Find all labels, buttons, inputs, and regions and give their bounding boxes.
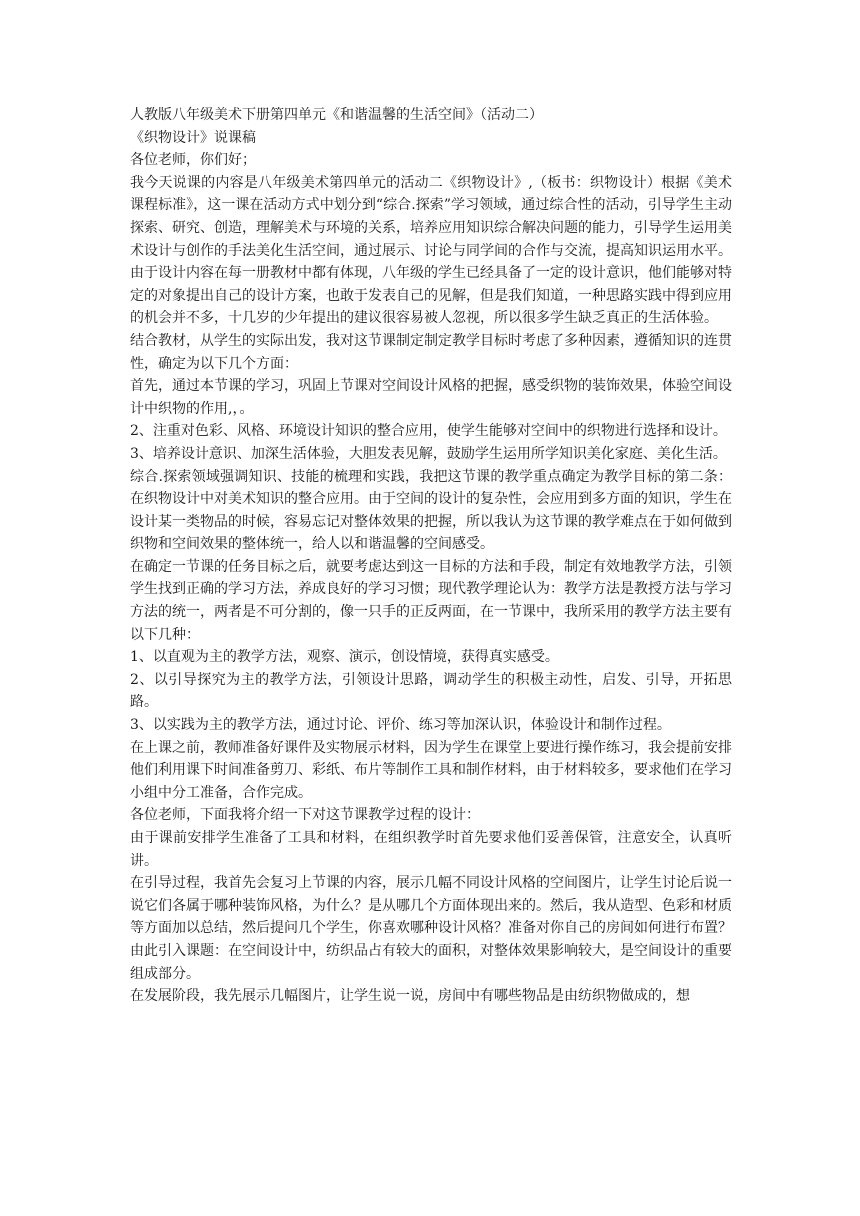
paragraph-organization: 由于课前安排学生准备了工具和材料，在组织教学时首先要求他们妥善保管，注意安全，认真听讲。	[130, 830, 732, 869]
greeting: 各位老师，你们好；	[130, 152, 256, 169]
document-body	[130, 104, 732, 1008]
paragraph-goals-intro: 结合教材，从学生的实际出发，我对这节课制定制定教学目标时考虑了多种因素，遵循知识的连贯性，确定为以下几个方面：	[130, 332, 732, 372]
paragraph-development: 在发展阶段，我先展示几幅图片，让学生说一说，房间中有哪些物品是由纺织物做成的，想	[130, 988, 690, 1005]
paragraph-method-3: 3、以实践为主的教学方法，通过讨论、评价、练习等加深认识，体验设计和制作过程。	[130, 717, 671, 734]
paragraph-process-intro: 各位老师，下面我将介绍一下对这节课教学过程的设计：	[130, 807, 480, 824]
document-subtitle: 《织物设计》说课稿	[130, 129, 256, 146]
paragraph-students: 由于设计内容在每一册教材中都有体现，八年级的学生已经具备了一定的设计意识，他们能够对特定的对象提出自己的设计方案，也敢于发表自己的见解，但是我们知道，一种思路实践中得到应用的机会并不多，十几岁的少年提出的建议很容易被人忽视，所以很多学生缺乏真正的生活体验。	[130, 265, 732, 327]
paragraph-intro: 我今天说课的内容是八年级美术第四单元的活动二《织物设计》,（板书：织物设计）根据《美术课程标准》，这一课在活动方式中划分到“综合.探索”学习领域，通过综合性的活动，引导学生主动探索、研究、创造，理解美术与环境的关系，培养应用知识综合解决问题的能力，引导学生运用美术设计与创作的手法美化生活空间，通过展示、讨论与同学间的合作与交流，提高知识运用水平。	[130, 174, 732, 259]
paragraph-methods-intro: 在确定一节课的任务目标之后，就要考虑达到这一目标的方法和手段，制定有效地教学方法，引领学生找到正确的学习方法，养成良好的学习习惯；现代教学理论认为：教学方法是教授方法与学习方法的统一，两者是不可分割的，像一只手的正反两面，在一节课中，我所采用的教学方法主要有以下几种：	[130, 558, 732, 643]
paragraph-key-points: 综合.探索领域强调知识、技能的梳理和实践，我把这节课的教学重点确定为教学目标的第二条：在织物设计中对美术知识的整合应用。由于空间的设计的复杂性，会应用到多方面的知识，学生在设计某一类物品的时候，容易忘记对整体效果的把握，所以我认为这节课的教学难点在于如何做到织物和空间效果的整体统一，给人以和谐温馨的空间感受。	[130, 468, 732, 553]
paragraph-guidance: 在引导过程，我首先会复习上节课的内容，展示几幅不同设计风格的空间图片，让学生讨论后说一说它们各属于哪种装饰风格，为什么？是从哪几个方面体现出来的。然后，我从造型、色彩和材质等方面加以总结，然后提问几个学生，你喜欢哪种设计风格？准备对你自己的房间如何进行布置？由此引入课题：在空间设计中，纺织品占有较大的面积，对整体效果影响较大，是空间设计的重要组成部分。	[130, 875, 732, 982]
paragraph-preparation: 在上课之前，教师准备好课件及实物展示材料，因为学生在课堂上要进行操作练习，我会提前安排他们利用课下时间准备剪刀、彩纸、布片等制作工具和制作材料，由于材料较多，要求他们在学习小组中分工准备，合作完成。	[130, 739, 732, 801]
paragraph-goal-3: 3、培养设计意识、加深生活体验，大胆发表见解，鼓励学生运用所学知识美化家庭、美化生活。	[130, 445, 727, 462]
paragraph-goal-1: 首先，通过本节课的学习，巩固上节课对空间设计风格的把握，感受织物的装饰效果，体验空间设计中织物的作用,，。	[130, 378, 732, 417]
document-title: 人教版八年级美术下册第四单元《和谐温馨的生活空间》（活动二）	[130, 107, 543, 123]
paragraph-goal-2: 2、注重对色彩、风格、环境设计知识的整合应用，使学生能够对空间中的织物进行选择和设计。	[130, 423, 727, 440]
paragraph-method-1: 1、以直观为主的教学方法，观察、演示，创设情境，获得真实感受。	[130, 649, 559, 666]
paragraph-method-2: 2、以引导探究为主的教学方法，引领设计思路，调动学生的积极主动性，启发、引导，开拓思路。	[130, 671, 732, 711]
